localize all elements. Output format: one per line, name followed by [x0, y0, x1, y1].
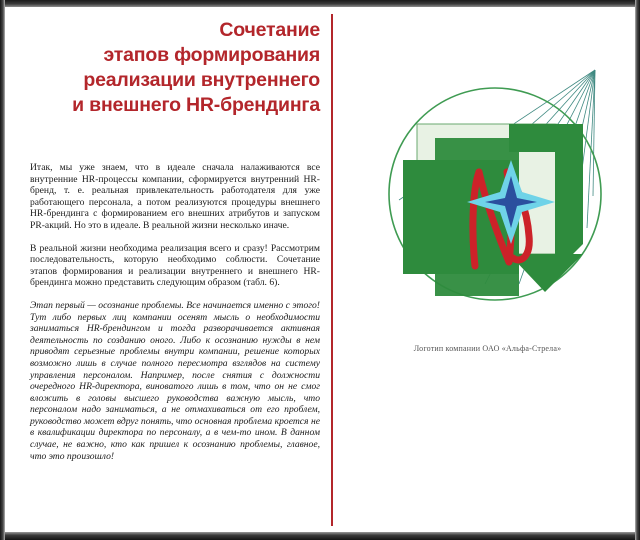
page-title-line-2: этапов формирования [103, 44, 320, 66]
figure-caption: Логотип компании ОАО «Альфа-Стрела» [413, 344, 562, 353]
page-edge-bottom [0, 532, 640, 540]
page-title-line-4: и внешнего HR-брендинга [72, 94, 320, 116]
figure-column [345, 18, 630, 523]
page-title-line-1: Сочетание [219, 19, 320, 41]
page-edge-top [0, 0, 640, 7]
page-title-line-3: реализации внутреннего [83, 69, 320, 91]
page-edge-left [0, 0, 5, 540]
page-title [30, 18, 320, 118]
paragraph-3: Этап первый — осознание проблемы. Все начинается именно с этого! Тут либо первых лиц компании осенят мысль о необходимости заниматься HR-брендингом и тогда разворачивается активная деятельность по созданию оного. Либо к осознанию нужды в нем приводят серьезные проблемы внутри компании, решение которых возможно лишь в случае полного пересмотра взглядов на систему управления персоналом. Например, после снятия с должности очередного HR-директора, виноватого лишь в том, что он не смог вложить в головы высшего руководства важную мысль, что персоналом надо заниматься, а не отмахиваться от его проблем, руководство может вдруг понять, что основная проблема кроется не в квалификации директора по персоналу, а в чем-то ином. В данном случае, не важно, кто как пришел к осознанию проблемы, главное, что это произошло! [30, 299, 320, 462]
alfa-strela-logo [359, 68, 615, 336]
column-divider-rule [331, 14, 333, 526]
paragraph-1: Итак, мы уже знаем, что в идеале сначала налаживаются все внутренние HR-процессы компании, сформируется внутренний HR-бренд, т. е. реальная привлекательность работодателя для уже работающего персонала, а потом реализуются процедуры внешнего HR-брендинга с формированием его внешних атрибутов и запуском PR-акций. Но это в идеале. В реальной жизни несколько иначе. [30, 162, 320, 231]
paragraph-2: В реальной жизни необходима реализация всего и сразу! Рассмотрим последовательность, которую необходимо соблюсти. Сочетание этапов формирования и реализации внутреннего и внешнего HR-брендинга можно представить следующим образом (табл. 6). [30, 242, 320, 289]
page-edge-right [635, 0, 640, 540]
text-column [30, 18, 320, 523]
